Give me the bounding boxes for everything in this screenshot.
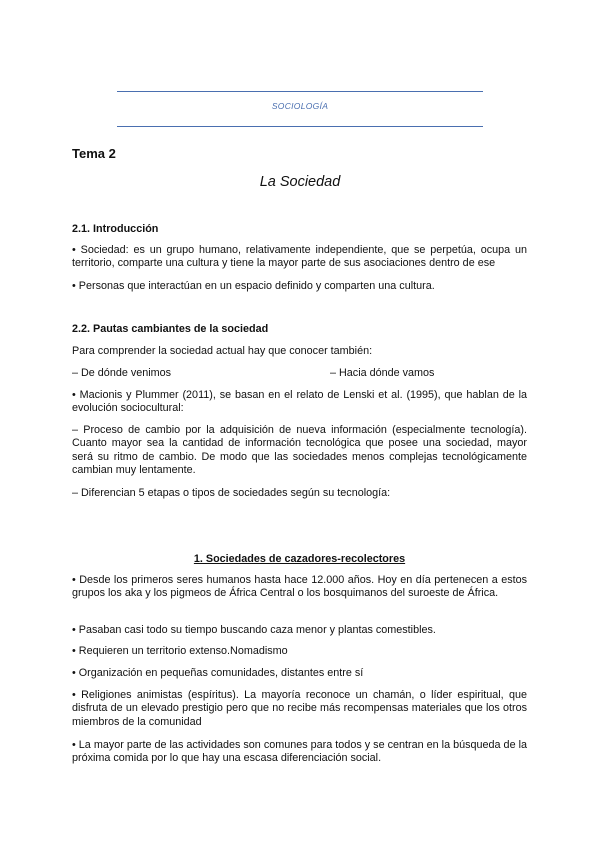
bullet-nomadismo: • Requieren un territorio extenso.Nomadismo — [72, 645, 288, 657]
bullet-pequenas-comunidades: • Organización en pequeñas comunidades, distantes entre sí — [72, 667, 364, 679]
bullet-religiones-animistas: • Religiones animistas (espíritus). La mayoría reconoce un chamán, o líder espiritual, que disfruta de un elevado prestigio pero que no recibe más recompensas materiales que los otros miembros de la comunidad — [72, 689, 527, 728]
paragraph-macionis: • Macionis y Plummer (2011), se basan en el relato de Lenski et al. (1995), que hablan de la evolución sociocultural: — [72, 389, 527, 415]
paragraph-proceso-cambio: – Proceso de cambio por la adquisición de nueva información (especialmente tecnología). Cuanto mayor sea la cantidad de información tecnológica que posee una sociedad, mayor será su ritmo de cambio. De modo que las sociedades menos complejas tecnológicamente cambian muy lentamente. — [72, 424, 527, 476]
running-header: SOCIOLOGÍA — [271, 101, 329, 111]
topic-number: Tema 2 — [72, 146, 116, 161]
list-item-de-donde-venimos: – De dónde venimos — [72, 367, 172, 379]
section-heading-cazadores: 1. Sociedades de cazadores-recolectores — [193, 553, 406, 565]
document-title: La Sociedad — [259, 174, 341, 190]
paragraph-comprender: Para comprender la sociedad actual hay que conocer también: — [72, 345, 373, 357]
paragraph-diferencian: – Diferencian 5 etapas o tipos de sociedades según su tecnología: — [72, 487, 391, 499]
header-rule-top — [117, 91, 483, 92]
section-heading-introduccion: 2.1. Introducción — [72, 223, 159, 235]
bullet-primeros-seres: • Desde los primeros seres humanos hasta hace 12.000 años. Hoy en día pertenecen a estos grupos los aka y los pigmeos de África Central o los bosquimanos del suroeste de África. — [72, 574, 527, 600]
section-heading-pautas: 2.2. Pautas cambiantes de la sociedad — [72, 323, 269, 335]
paragraph-personas: • Personas que interactúan en un espacio definido y comparten una cultura. — [72, 280, 435, 292]
bullet-caza-menor: • Pasaban casi todo su tiempo buscando caza menor y plantas comestibles. — [72, 624, 436, 636]
list-item-hacia-donde-vamos: – Hacia dónde vamos — [330, 367, 435, 379]
header-rule-bottom — [117, 126, 483, 127]
paragraph-sociedad-definition: • Sociedad: es un grupo humano, relativamente independiente, que se perpetúa, ocupa un territorio, comparte una cultura y tiene la mayor parte de sus asociaciones dentro de ese — [72, 244, 527, 270]
bullet-actividades-comunes: • La mayor parte de las actividades son comunes para todos y se centran en la búsqueda de la próxima comida por lo que hay una escasa diferenciación social. — [72, 739, 527, 765]
